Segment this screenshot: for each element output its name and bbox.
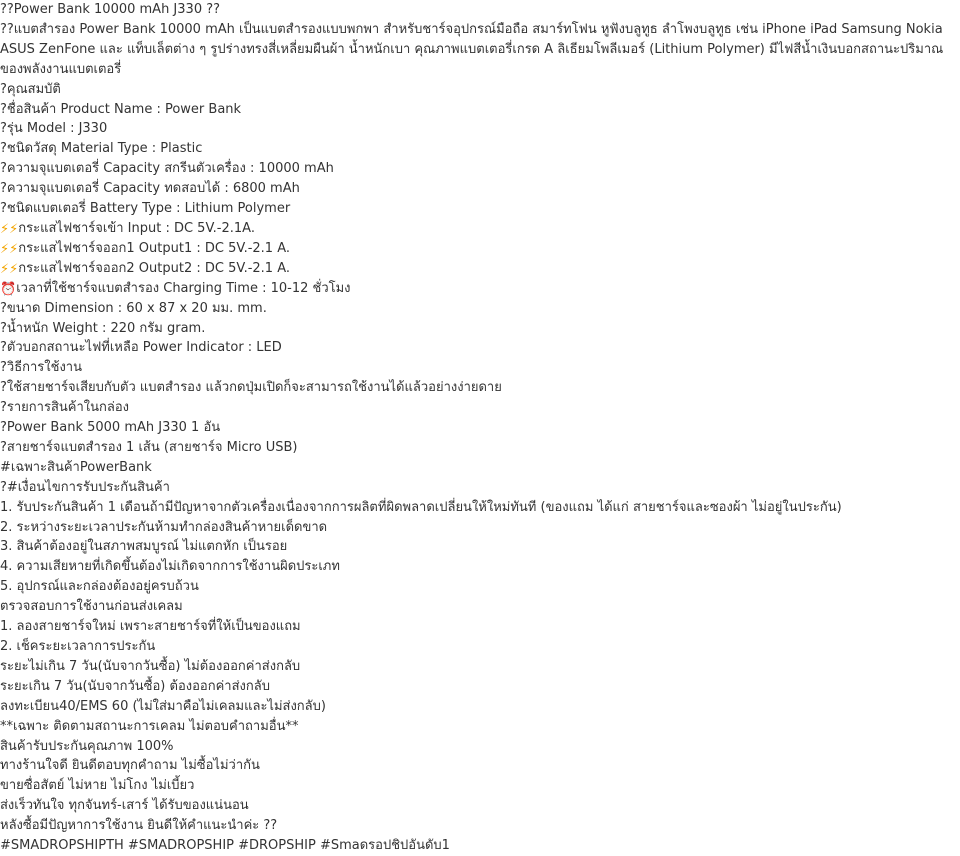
claim-line: ลงทะเบียน40/EMS 60 (ไม่ใส่มาคือไม่เคลมและไม่ส่งกลับ)	[0, 698, 326, 714]
claim-line: ระยะไม่เกิน 7 วัน(นับจากวันซื้อ) ไม่ต้องออกค่าส่งกลับ	[0, 658, 301, 674]
shop-line: สินค้ารับประกันคุณภาพ 100%	[0, 738, 174, 754]
spec-output1-row	[0, 239, 960, 259]
spec-charging-time: เวลาที่ใช้ชาร์จแบตสำรอง Charging Time : 10-12 ชั่วโมง	[16, 280, 351, 296]
spec-material: ?ชนิดวัสดุ Material Type : Plastic	[0, 141, 203, 157]
warranty-heading: ?#เงื่อนไขการรับประกันสินค้า	[0, 479, 170, 495]
spec-capacity-tested: ?ความจุแบตเตอรี่ Capacity ทดสอบได้ : 6800 mAh	[0, 181, 300, 197]
spec-model: ?รุ่น Model : J330	[0, 121, 108, 137]
check-item: 1. ลองสายชาร์จใหม่ เพราะสายชาร์จที่ให้เป็นของแถม	[0, 619, 301, 635]
warranty-item: 4. ความเสียหายที่เกิดขึ้นต้องไม่เกิดจากการใช้งานผิดประเภท	[0, 559, 340, 575]
spec-product-name: ?ชื่อสินค้า Product Name : Power Bank	[0, 101, 242, 117]
warranty-item: 5. อุปกรณ์และกล่องต้องอยู่ครบถ้วน	[0, 579, 199, 595]
lightning-bolt-icon: ⚡	[0, 241, 10, 257]
hashtag-powerbank: #เฉพาะสินค้าPowerBank	[0, 459, 152, 475]
warranty-item: 1. รับประกันสินค้า 1 เดือนถ้ามีปัญหาจากตัวเครื่องเนื่องจากการผลิตที่ผิดพลาดเปลี่ยนให้ใหม่ทันที (ของแถม ได้แก่ สายชาร์จและซองผ้า ไม่อยู่ในประกัน)	[0, 499, 842, 515]
spec-dimension: ?ขนาด Dimension : 60 x 87 x 20 มม. mm.	[0, 300, 267, 316]
product-description-paragraph: ??แบตสำรอง Power Bank 10000 mAh เป็นแบตสำรองแบบพกพา สำหรับชาร์จอุปกรณ์มือถือ สมาร์ทโฟน หูฟังบลูทูธ ลำโพงบลูทูธ เช่น iPhone iPad Samsung Nokia ASUS ZenFone และ แท็บเล็ตต่าง ๆ รูปร่างทรงสี่เหลี่ยมผืนผ้า น้ำหนักเบา คุณภาพแบตเตอรี่เกรด A ลิเธียมโพลีเมอร์ (Lithium Polymer) มีไฟสีน้ำเงินบอกสถานะปริมาณของพลังงานแบตเตอรี่	[0, 21, 944, 77]
spec-output2-row	[0, 259, 960, 279]
warranty-item: 3. สินค้าต้องอยู่ในสภาพสมบูรณ์ ไม่แตกหัก เป็นรอย	[0, 539, 288, 555]
spec-output1: กระแสไฟชาร์จออก1 Output1 : DC 5V.-2.1 A.	[18, 240, 290, 256]
spec-output2: กระแสไฟชาร์จออก2 Output2 : DC 5V.-2.1 A.	[18, 260, 290, 276]
alarm-clock-icon: ⏰	[0, 281, 17, 297]
lightning-bolt-icon: ⚡	[9, 241, 19, 257]
spec-weight: ?น้ำหนัก Weight : 220 กรัม gram.	[0, 320, 206, 336]
usage-heading: ?วิธีการใช้งาน	[0, 360, 82, 376]
spec-heading: ?คุณสมบัติ	[0, 81, 61, 97]
shop-line: ทางร้านใจดี ยินดีตอบทุกคำถาม ไม่ซื้อไม่ว่ากัน	[0, 758, 260, 774]
lightning-bolt-icon: ⚡	[9, 261, 19, 277]
spec-capacity-label: ?ความจุแบตเตอรี่ Capacity สกรีนตัวเครื่อง : 10000 mAh	[0, 161, 334, 177]
product-title: ??Power Bank 10000 mAh J330 ??	[0, 2, 221, 17]
spec-input-row	[0, 219, 960, 239]
check-item: 2. เช็คระยะเวลาการประกัน	[0, 639, 156, 654]
shop-line: ส่งเร็วทันใจ ทุกจันทร์-เสาร์ ได้รับของแน่นอน	[0, 798, 249, 814]
spec-input: กระแสไฟชาร์จเข้า Input : DC 5V.-2.1A.	[18, 220, 255, 236]
shop-line: ขายซื่อสัตย์ ไม่หาย ไม่โกง ไม่เบี้ยว	[0, 778, 195, 794]
check-heading: ตรวจสอบการใช้งานก่อนส่งเคลม	[0, 599, 183, 615]
box-heading: ?รายการสินค้าในกล่อง	[0, 400, 129, 416]
usage-text: ?ใช้สายชาร์จเสียบกับตัว แบตสำรอง แล้วกดปุ่มเปิดก็จะสามารถใช้งานได้แล้วอย่างง่ายดาย	[0, 380, 502, 396]
claim-line: ระยะเกิน 7 วัน(นับจากวันซื้อ) ต้องออกค่าส่งกลับ	[0, 678, 270, 694]
box-item: ?Power Bank 5000 mAh J330 1 อัน	[0, 420, 221, 436]
box-item: ?สายชาร์จแบตสำรอง 1 เส้น (สายชาร์จ Micro USB)	[0, 439, 298, 455]
shop-line: หลังซื้อมีปัญหาการใช้งาน ยินดีให้คำแนะนำค่ะ ??	[0, 818, 278, 834]
lightning-bolt-icon: ⚡	[0, 221, 10, 237]
warranty-item: 2. ระหว่างระยะเวลาประกันห้ามทำกล่องสินค้าหายเด็ดขาด	[0, 519, 328, 535]
claim-line: **เฉพาะ ติดตามสถานะการเคลม ไม่ตอบคำถามอื่น**	[0, 718, 299, 734]
lightning-bolt-icon: ⚡	[0, 261, 10, 277]
spec-battery-type: ?ชนิดแบตเตอรี่ Battery Type : Lithium Polymer	[0, 201, 291, 217]
hashtags: #SMADROPSHIPTH #SMADROPSHIP #DROPSHIP #Smaดรอปชิปอันดับ1	[0, 838, 450, 854]
spec-power-indicator: ?ตัวบอกสถานะไฟที่เหลือ Power Indicator : LED	[0, 340, 282, 356]
spec-charging-time-row	[0, 279, 960, 299]
lightning-bolt-icon: ⚡	[9, 221, 19, 237]
